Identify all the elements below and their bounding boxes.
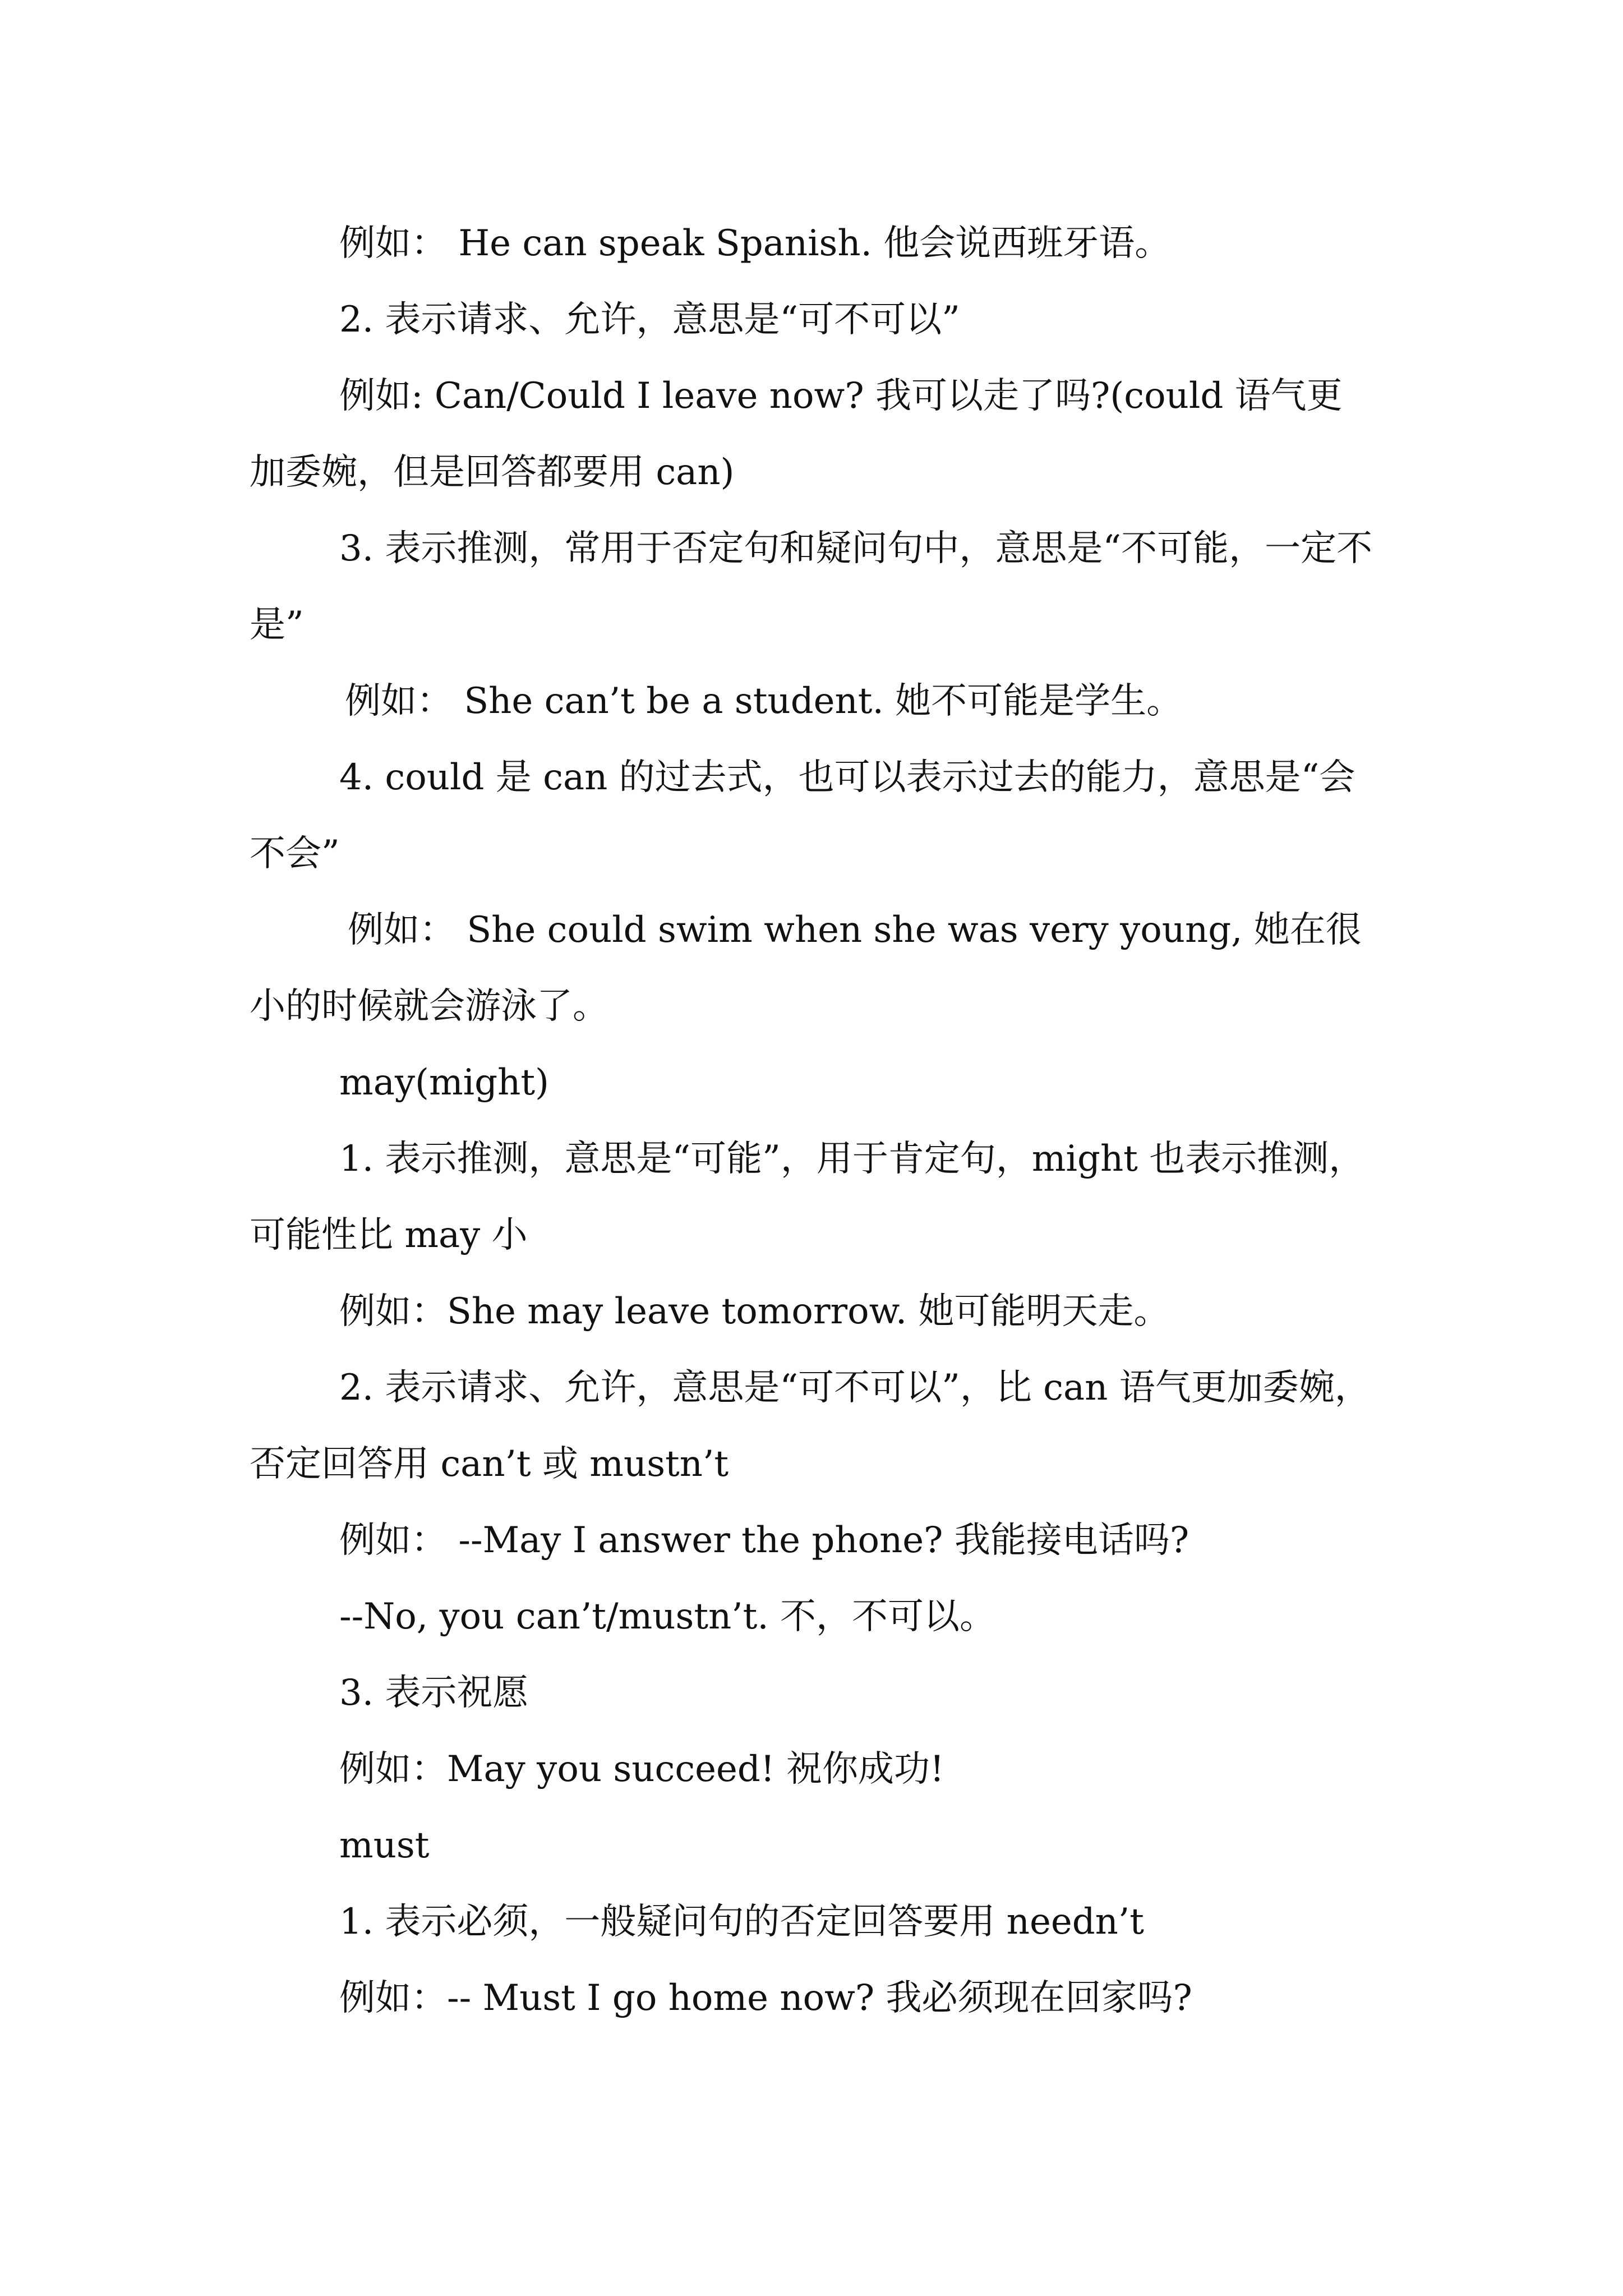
- example-paragraph: 例如： She can’t be a student. 她不可能是学生。: [345, 680, 1183, 722]
- example-paragraph: 例如： He can speak Spanish. 他会说西班牙语。: [339, 223, 1171, 264]
- example-paragraph: 例如： --May I answer the phone? 我能接电话吗?: [339, 1520, 1189, 1561]
- list-item-paragraph: 2. 表示请求、允许，意思是“可不可以”，比 can 语气更加委婉，否定回答用 can’t 或 mustn’t: [250, 1367, 1371, 1485]
- list-item-paragraph: 2. 表示请求、允许，意思是“可不可以”: [339, 299, 960, 341]
- example-paragraph: 例如：May you succeed! 祝你成功!: [339, 1749, 944, 1790]
- list-item-paragraph: 4. could 是 can 的过去式，也可以表示过去的能力，意思是“会不会”: [250, 757, 1355, 875]
- example-paragraph: --No, you can’t/mustn’t. 不，不可以。: [339, 1596, 995, 1637]
- example-paragraph: 例如：-- Must I go home now? 我必须现在回家吗?: [339, 1977, 1192, 2019]
- section-heading: must: [339, 1825, 430, 1866]
- list-item-paragraph: 3. 表示祝愿: [339, 1672, 529, 1714]
- list-item-paragraph: 1. 表示必须，一般疑问句的否定回答要用 needn’t: [339, 1901, 1144, 1943]
- document-body: [250, 205, 1377, 2036]
- list-item-paragraph: 1. 表示推测，意思是“可能”，用于肯定句，might 也表示推测，可能性比 may 小: [250, 1138, 1365, 1256]
- example-paragraph: 例如： She could swim when she was very young, 她在很小的时候就会游泳了。: [250, 909, 1362, 1027]
- example-paragraph: 例如：She may leave tomorrow. 她可能明天走。: [339, 1291, 1170, 1332]
- example-paragraph: 例如: Can/Could I leave now? 我可以走了吗?(could 语气更加委婉，但是回答都要用 can): [250, 375, 1343, 493]
- section-heading: may(might): [339, 1062, 549, 1103]
- list-item-paragraph: 3. 表示推测，常用于否定句和疑问句中，意思是“不可能，一定不是”: [250, 528, 1373, 646]
